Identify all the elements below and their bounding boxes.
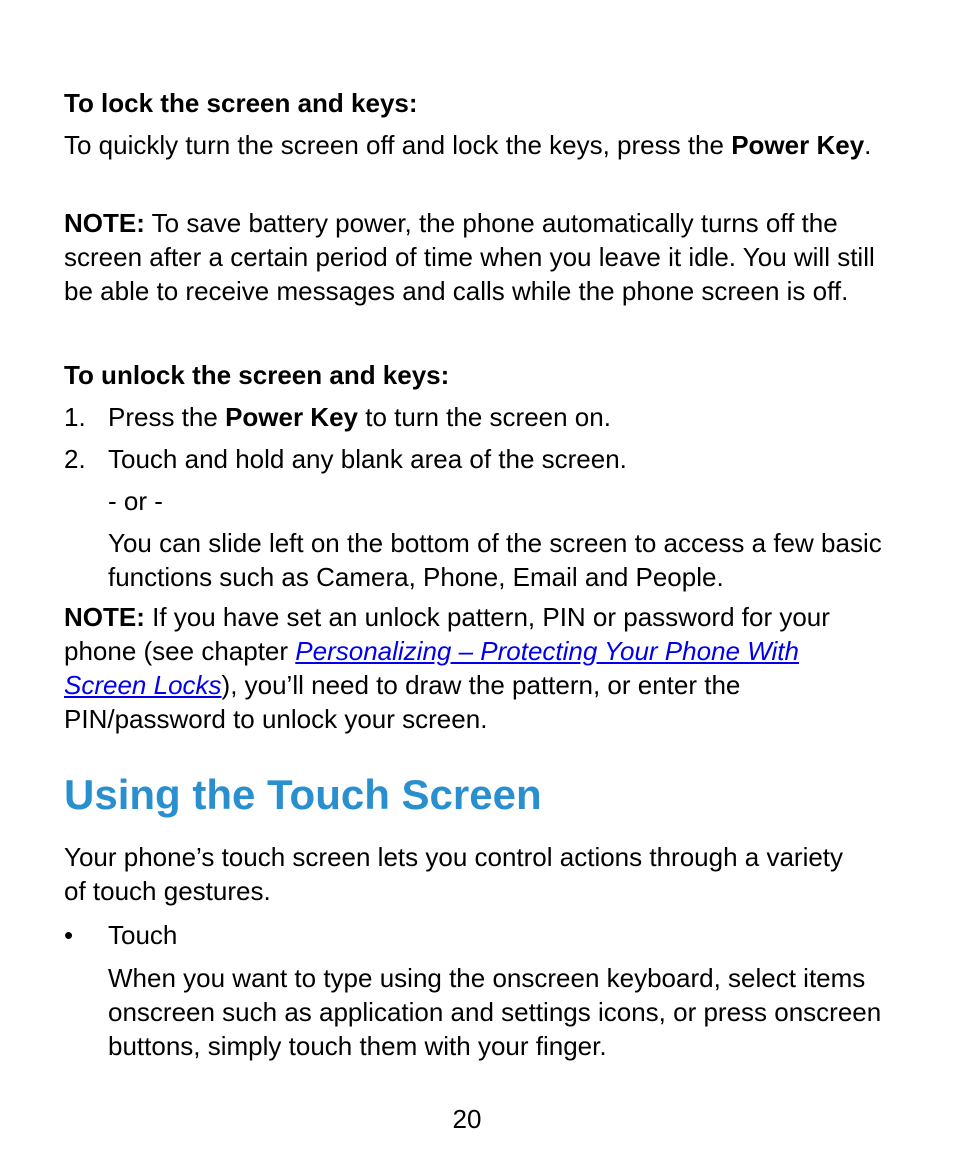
bullet-marker: • — [64, 920, 74, 950]
unlock-heading: To unlock the screen and keys: — [64, 360, 450, 390]
step-1-text — [108, 400, 898, 434]
touch-description: When you want to type using the onscreen keyboard, select items onscreen such as application and settings icons, or press onscreen buttons, simply touch them with your finger. — [108, 963, 882, 1061]
step-2-text: Touch and hold any blank area of the screen. — [108, 444, 627, 474]
unlock-note-label: NOTE: — [64, 602, 145, 632]
bullet-touch-label: Touch — [108, 920, 178, 950]
lock-heading: To lock the screen and keys: — [64, 88, 418, 118]
note-label: NOTE: — [64, 208, 145, 238]
lock-paragraph-text: To quickly turn the screen off and lock the keys, press the — [64, 130, 732, 160]
page-number: 20 — [452, 1104, 482, 1134]
unlock-note-pre: If you have set an unlock pattern, PIN or password for your phone (see chapter — [64, 602, 830, 666]
step-1-power-key: Power Key — [225, 402, 359, 432]
section-title: Using the Touch Screen — [64, 771, 542, 818]
or-separator: - or - — [108, 486, 163, 516]
step-1-post: to turn the screen on. — [358, 402, 611, 432]
step-1-pre: Press the — [108, 402, 226, 432]
power-key-term: Power Key — [731, 130, 865, 160]
slide-instruction: You can slide left on the bottom of the screen to access a few basic functions such as Camera, Phone, Email and People. — [108, 528, 882, 592]
lock-note — [64, 206, 884, 308]
screen-locks-chapter-link[interactable]: Personalizing – Protecting Your Phone With Screen Locks — [64, 636, 799, 700]
unlock-note-post: ), you’ll need to draw the pattern, or enter the PIN/password to unlock your screen. — [64, 670, 741, 734]
unlock-note — [64, 600, 884, 736]
step-2-number: 2. — [64, 444, 86, 474]
lock-note-text: To save battery power, the phone automatically turns off the screen after a certain period of time when you leave it idle. You will still be able to receive messages and calls while the phone screen is off. — [64, 208, 875, 306]
lock-paragraph-end: . — [864, 130, 872, 160]
touch-intro: Your phone’s touch screen lets you control actions through a variety of touch gestures. — [64, 842, 844, 906]
step-1-number: 1. — [64, 402, 86, 432]
lock-paragraph — [64, 128, 884, 162]
